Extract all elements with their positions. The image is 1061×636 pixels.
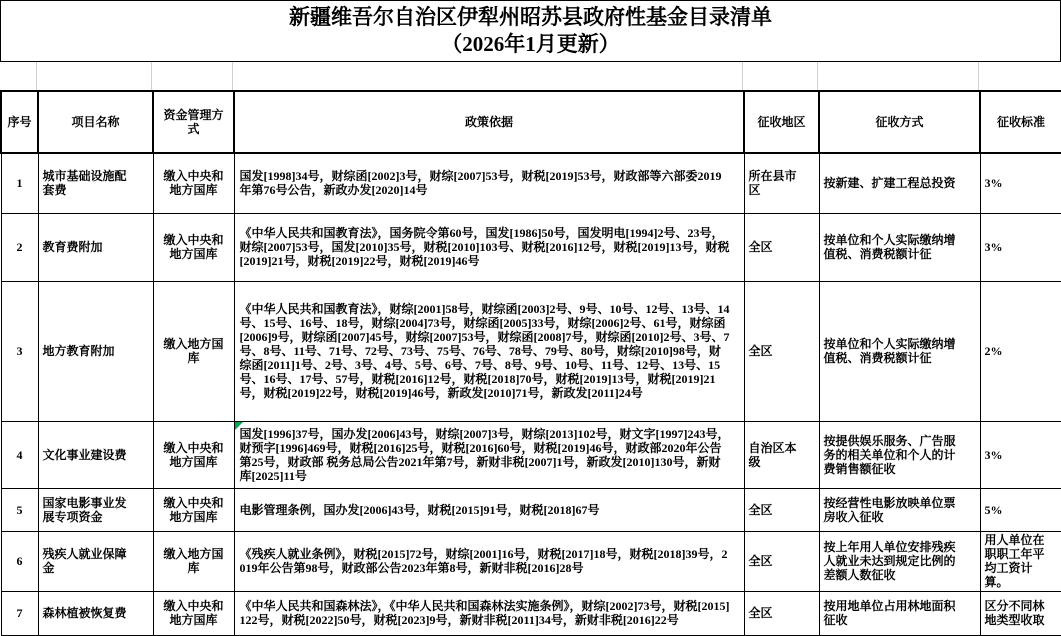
cell-serial-number: 7: [1, 591, 38, 635]
policy-text: 《中华人民共和国森林法》，《中华人民共和国森林法实施条例》，财综[2002]73号，财税[2015]122号，财税[2022]50号，财税[2023]9号，新财非税[2011]34号，新财非税[2016]22号: [239, 599, 730, 627]
fund-catalog-table: [0, 90, 1061, 636]
header-collection-area: 征收地区: [744, 91, 819, 153]
cell-collection-standard: 3%: [980, 213, 1061, 281]
gridline-cell: [979, 62, 1061, 90]
cell-policy-basis: [234, 421, 744, 488]
cell-collection-standard: 5%: [980, 488, 1061, 531]
cell-serial-number: 6: [1, 531, 38, 591]
cell-policy-basis: [234, 213, 744, 281]
cell-collection-area: 自治区本级: [744, 421, 819, 488]
cell-fund-management: 缴入中央和地方国库: [153, 213, 234, 281]
cell-policy-basis: [234, 281, 744, 421]
cell-collection-area: 全区: [744, 488, 819, 531]
table-row: [1, 213, 1061, 281]
cell-policy-basis: [234, 153, 744, 213]
cell-project-name: 文化事业建设费: [38, 421, 153, 488]
cell-serial-number: 4: [1, 421, 38, 488]
cell-collection-standard: 区分不同林地类型收取: [980, 591, 1061, 635]
cell-policy-basis: [234, 591, 744, 635]
cell-project-name: 森林植被恢复费: [38, 591, 153, 635]
policy-text: 《中华人民共和国教育法》，国务院令第60号，国发[1986]50号，国发明电[1994]2号、23号，财综[2007]53号，国发[2010]35号，财税[2010]103号、财税[2016]12号，财税[2019]13号，财税[2019]21号，财税[2019]22号，财税[2019]46号: [239, 226, 730, 268]
cell-project-name: 城市基础设施配套费: [38, 153, 153, 213]
table-row: [1, 153, 1061, 213]
cell-collection-method: 按用地单位占用林地面积征收: [819, 591, 980, 635]
gridline-spacer-row: [0, 62, 1061, 90]
gridline-cell: [743, 62, 818, 90]
cell-serial-number: 3: [1, 281, 38, 421]
policy-text: 国发[1998]34号，财综函[2002]3号，财综[2007]53号，财税[2019]53号，财政部等六部委2019年第76号公告，新政办发[2020]14号: [239, 169, 722, 198]
cell-collection-method: 按上年用人单位安排残疾人就业未达到规定比例的差额人数征收: [819, 531, 980, 591]
cell-collection-standard: 3%: [980, 421, 1061, 488]
gridline-cell: [0, 62, 37, 90]
cell-collection-method: 按新建、扩建工程总投资: [819, 153, 980, 213]
cell-fund-management: 缴入地方国库: [153, 281, 234, 421]
cell-project-name: 残疾人就业保障金: [38, 531, 153, 591]
cell-collection-area: 所在县市区: [744, 153, 819, 213]
gridline-cell: [37, 62, 152, 90]
header-project-name: 项目名称: [38, 91, 153, 153]
policy-text: 《残疾人就业条例》，财税[2015]72号，财综[2001]16号，财税[2017]18号，财税[2018]39号，2019年公告第98号，财政部公告2023年第8号，新财非税[2016]28号: [239, 547, 728, 575]
cell-fund-management: 缴入中央和地方国库: [153, 421, 234, 488]
cell-project-name: 教育费附加: [38, 213, 153, 281]
cell-collection-area: 全区: [744, 531, 819, 591]
document-title: [0, 0, 1061, 62]
comment-marker-icon: [235, 422, 243, 430]
table-row: [1, 488, 1061, 531]
policy-text: 国发[1996]37号，国办发[2006]43号，财综[2007]3号，财综[2013]102号，财文字[1997]243号，财预字[1996]469号，财税[2016]25号，财税[2016]60号，财税[2019]46号，财政部2020年公告第25号，财政部 税务总局公告2021年第7号，新财非税[2007]1号，新政发[2010]130号，新财库[2025]11号: [239, 426, 730, 483]
cell-project-name: 地方教育附加: [38, 281, 153, 421]
gridline-cell: [233, 62, 743, 90]
cell-collection-standard: 2%: [980, 281, 1061, 421]
cell-fund-management: 缴入中央和地方国库: [153, 153, 234, 213]
cell-collection-method: 按经营性电影放映单位票房收入征收: [819, 488, 980, 531]
table-row: [1, 421, 1061, 488]
cell-collection-area: 全区: [744, 591, 819, 635]
cell-policy-basis: [234, 531, 744, 591]
gridline-cell: [818, 62, 979, 90]
header-policy-basis: 政策依据: [234, 91, 744, 153]
cell-fund-management: 缴入中央和地方国库: [153, 488, 234, 531]
cell-collection-standard: 3%: [980, 153, 1061, 213]
cell-collection-method: 按单位和个人实际缴纳增值税、消费税额计征: [819, 281, 980, 421]
cell-policy-basis: [234, 488, 744, 531]
header-collection-method: 征收方式: [819, 91, 980, 153]
cell-collection-method: 按单位和个人实际缴纳增值税、消费税额计征: [819, 213, 980, 281]
header-collection-standard: 征收标准: [980, 91, 1061, 153]
cell-fund-management: 缴入中央和地方国库: [153, 591, 234, 635]
page-title-line1: 新疆维吾尔自治区伊犁州昭苏县政府性基金目录清单: [289, 5, 772, 29]
cell-serial-number: 1: [1, 153, 38, 213]
page-title-line2: （2026年1月更新）: [441, 32, 620, 56]
cell-fund-management: 缴入地方国库: [153, 531, 234, 591]
cell-serial-number: 2: [1, 213, 38, 281]
policy-text: 《中华人民共和国教育法》，财综[2001]58号，财综函[2003]2号、9号、10号、12号、13号、14号、15号、16号、18号，财综[2004]73号，财综函[2005]33号，财综[2006]2号、61号，财综函[2006]9号，财综函[2007]45号，财综[2007]53号，财综函[2008]7号，财综函[2010]2号、3号、7号、8号、11号、71号、72号、73号、75号、76号、78号、79号、80号，财综[2010]98号，财综函[2011]1号、2号、3号、4号、5号、6号、7号、8号、9号、10号、11号、12号、13号、15号、16号、17号、57号，财税[2016]12号，财税[2018]70号，财税[2019]13号，财税[2019]21号，财税[2019]22号，财税[2019]46号，新政发[2010]71号，新政发[2011]24号: [239, 302, 730, 400]
table-row: [1, 591, 1061, 635]
table-row: [1, 531, 1061, 591]
cell-collection-area: 全区: [744, 281, 819, 421]
header-serial-number: 序号: [1, 91, 38, 153]
cell-collection-method: 按提供娱乐服务、广告服务的相关单位和个人的计费销售额征收: [819, 421, 980, 488]
cell-serial-number: 5: [1, 488, 38, 531]
cell-project-name: 国家电影事业发展专项资金: [38, 488, 153, 531]
policy-text: 电影管理条例，国办发[2006]43号，财税[2015]91号，财税[2018]67号: [239, 502, 600, 517]
cell-collection-standard: 用人单位在职职工年平均工资计算。: [980, 531, 1061, 591]
cell-collection-area: 全区: [744, 213, 819, 281]
header-fund-management: 资金管理方式: [153, 91, 234, 153]
gridline-cell: [152, 62, 233, 90]
table-row: [1, 281, 1061, 421]
table-header-row: [1, 91, 1061, 153]
